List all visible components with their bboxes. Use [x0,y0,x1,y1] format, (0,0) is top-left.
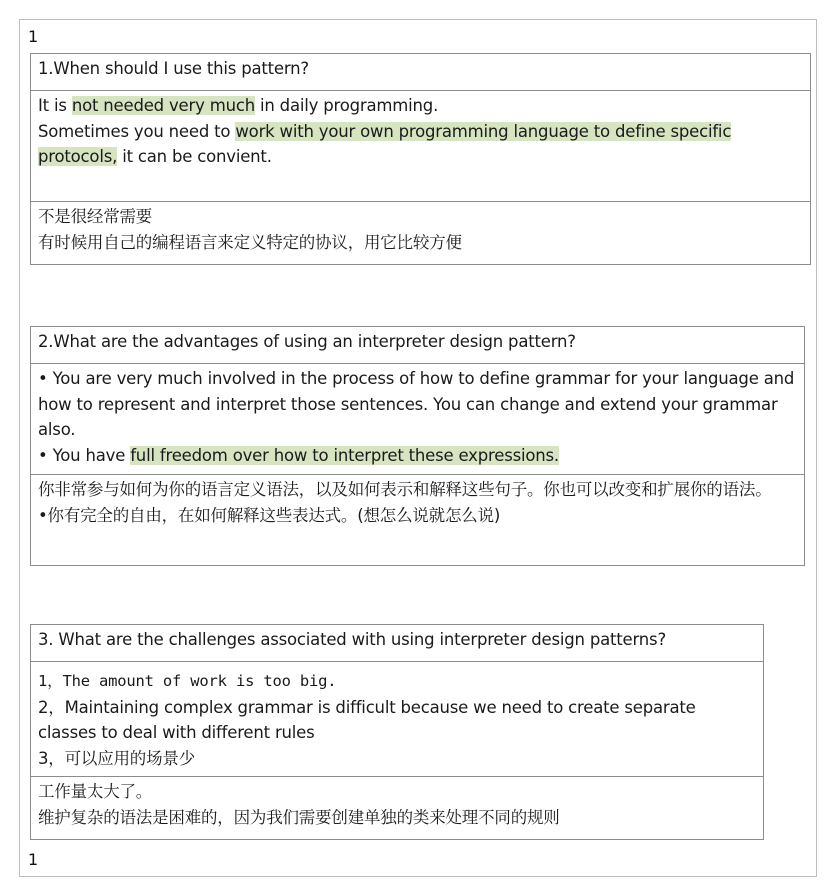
s2-bullet2-pre: • You have [38,445,131,465]
s2-translation-line1: 你非常参与如何为你的语言定义语法，以及如何表示和解释这些句子。你也可以改变和扩展你的语法。 [38,480,772,499]
section-3-question: 3. What are the challenges associated with using interpreter design patterns? [31,625,764,662]
s3-item1-number: 1， [38,672,63,690]
s1-line2-post: it can be convient. [117,147,272,166]
section-2-table [30,326,805,566]
section-3-table [30,624,764,840]
section-2-answer [31,364,805,475]
s1-translation-line1: 不是很经常需要 [38,207,153,226]
s3-translation-line2: 维护复杂的语法是困难的，因为我们需要创建单独的类来处理不同的规则 [38,807,560,827]
page-number-top: 1 [28,27,39,46]
s1-line2-pre: Sometimes you need to [38,121,236,141]
section-1-question: 1.When should I use this pattern? [31,54,811,91]
s3-item1-text: The amount of work is too big. [62,672,337,690]
section-3-translation [31,777,764,840]
section-1-answer [31,91,811,202]
section-2-translation [31,475,805,566]
s2-bullet1: • You are very much involved in the process of how to define grammar for your language and how to represent and interpret those sentences. You can change and extend your grammar also. [38,369,795,439]
s1-line1-highlight: not needed very much [71,96,255,115]
s3-translation-line1: 工作量太大了。 [38,782,153,801]
s3-item3: 3，可以应用的场景少 [38,748,195,768]
s3-item2-text: Maintaining complex grammar is difficult because we need to create separate classes to deal with different rules [38,697,696,742]
section-3-answer [31,662,764,777]
s2-bullet2-highlight: full freedom over how to interpret these expressions. [130,445,559,465]
section-2-question: 2.What are the advantages of using an interpreter design pattern? [31,327,805,364]
section-1-translation [31,202,811,265]
page-number-bottom: 1 [28,850,39,869]
s1-translation-line2: 有时候用自己的编程语言来定义特定的协议，用它比较方便 [38,232,462,252]
section-1-table [30,53,811,265]
s2-translation-line2: •你有完全的自由，在如何解释这些表达式。(想怎么说就怎么说) [38,505,501,525]
s1-line2-highlight: work with your own programming language to define specific protocols, [38,121,732,166]
s1-line1-post: in daily programming. [254,96,439,115]
s3-item2-number: 2， [38,697,65,717]
s1-line1-pre: It is [38,96,72,115]
